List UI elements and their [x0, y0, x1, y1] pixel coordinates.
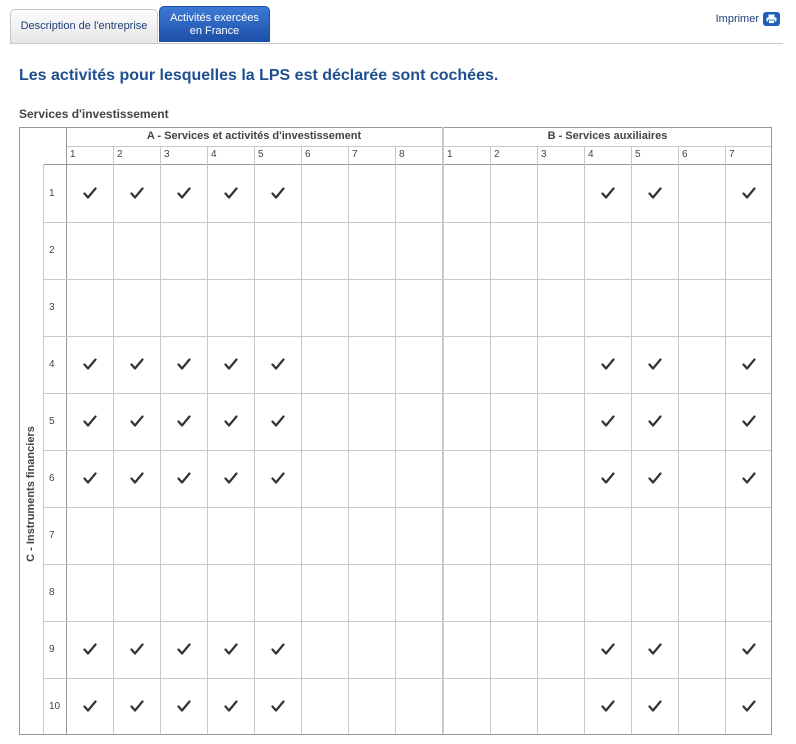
col-line-b	[678, 146, 679, 734]
col-line-b	[584, 146, 585, 734]
col-label-a: 1	[70, 149, 76, 160]
check-icon	[742, 699, 756, 713]
col-label-a: 4	[211, 149, 217, 160]
table-border-bottom	[19, 734, 772, 735]
check-icon	[130, 414, 144, 428]
tab-description-entreprise[interactable]: Description de l'entreprise	[10, 9, 158, 43]
col-label-b: 3	[541, 149, 547, 160]
col-label-a: 5	[258, 149, 264, 160]
check-icon	[648, 471, 662, 485]
tab-activites-france[interactable]: Activités exercées en France	[159, 6, 270, 42]
col-line-a	[113, 146, 114, 734]
check-icon	[742, 414, 756, 428]
check-icon	[601, 357, 615, 371]
row-line	[43, 222, 771, 223]
check-icon	[224, 414, 238, 428]
col-label-b: 1	[447, 149, 453, 160]
check-icon	[177, 642, 191, 656]
row-label: 2	[49, 244, 55, 256]
row-label: 9	[49, 643, 55, 655]
row-label: 7	[49, 529, 55, 541]
check-icon	[648, 642, 662, 656]
check-icon	[601, 414, 615, 428]
row-line	[43, 507, 771, 508]
check-icon	[224, 699, 238, 713]
check-icon	[130, 699, 144, 713]
col-line-a	[301, 146, 302, 734]
row-line	[43, 450, 771, 451]
col-label-b: 7	[729, 149, 735, 160]
check-icon	[177, 699, 191, 713]
col-line-b	[631, 146, 632, 734]
check-icon	[742, 357, 756, 371]
col-line-b	[490, 146, 491, 734]
print-button[interactable]	[716, 12, 780, 26]
check-icon	[601, 186, 615, 200]
check-icon	[742, 471, 756, 485]
row-label: 4	[49, 358, 55, 370]
col-label-b: 6	[682, 149, 688, 160]
col-line-b	[537, 146, 538, 734]
col-line-b	[725, 146, 726, 734]
check-icon	[648, 414, 662, 428]
section-title: Services d'investissement	[19, 107, 169, 121]
check-icon	[271, 186, 285, 200]
check-icon	[177, 471, 191, 485]
check-icon	[83, 642, 97, 656]
row-line	[43, 621, 771, 622]
check-icon	[271, 414, 285, 428]
check-icon	[83, 414, 97, 428]
tab-divider	[10, 43, 783, 44]
check-icon	[742, 642, 756, 656]
row-group-divider	[43, 164, 44, 734]
check-icon	[177, 186, 191, 200]
col-label-a: 8	[399, 149, 405, 160]
check-icon	[83, 471, 97, 485]
header-bottom-line	[66, 164, 771, 165]
table-border-left	[19, 127, 20, 734]
row-label: 5	[49, 415, 55, 427]
row-line	[43, 564, 771, 565]
table-border-right	[771, 127, 772, 734]
check-icon	[83, 186, 97, 200]
row-line	[43, 678, 771, 679]
row-group-title: C - Instruments financiers	[25, 426, 37, 562]
check-icon	[601, 642, 615, 656]
check-icon	[83, 699, 97, 713]
header-divider	[66, 146, 771, 147]
check-icon	[130, 642, 144, 656]
check-icon	[648, 186, 662, 200]
check-icon	[83, 357, 97, 371]
group-b-header: B - Services auxiliaires	[547, 130, 668, 142]
page-heading: Les activités pour lesquelles la LPS est déclarée sont cochées.	[19, 67, 499, 84]
check-icon	[271, 699, 285, 713]
check-icon	[177, 414, 191, 428]
row-line	[43, 279, 771, 280]
col-label-b: 2	[494, 149, 500, 160]
col-line-a	[207, 146, 208, 734]
group-divider	[442, 127, 444, 734]
row-label: 6	[49, 472, 55, 484]
col-line-a	[348, 146, 349, 734]
col-line-a	[395, 146, 396, 734]
check-icon	[224, 471, 238, 485]
row-label: 10	[49, 700, 61, 712]
tab-bar	[10, 6, 782, 44]
check-icon	[648, 357, 662, 371]
col-line-a	[160, 146, 161, 734]
check-icon	[601, 699, 615, 713]
check-icon	[224, 186, 238, 200]
check-icon	[648, 699, 662, 713]
group-a-header: A - Services et activités d'investissement	[146, 130, 362, 142]
col-line-a	[254, 146, 255, 734]
col-label-a: 2	[117, 149, 123, 160]
col-label-b: 4	[588, 149, 594, 160]
check-icon	[130, 357, 144, 371]
check-icon	[130, 471, 144, 485]
check-icon	[271, 471, 285, 485]
row-header-top-line	[43, 164, 66, 165]
col-label-b: 5	[635, 149, 641, 160]
row-line	[43, 393, 771, 394]
check-icon	[224, 642, 238, 656]
check-icon	[601, 471, 615, 485]
row-label: 1	[49, 187, 55, 199]
check-icon	[271, 642, 285, 656]
row-label: 3	[49, 301, 55, 313]
print-label: Imprimer	[715, 13, 759, 25]
row-label: 8	[49, 586, 55, 598]
col-label-a: 7	[352, 149, 358, 160]
check-icon	[271, 357, 285, 371]
check-icon	[130, 186, 144, 200]
row-label-divider	[66, 127, 67, 734]
row-line	[43, 336, 771, 337]
col-label-a: 3	[164, 149, 170, 160]
check-icon	[224, 357, 238, 371]
check-icon	[177, 357, 191, 371]
printer-icon	[763, 12, 780, 26]
check-icon	[742, 186, 756, 200]
col-label-a: 6	[305, 149, 311, 160]
